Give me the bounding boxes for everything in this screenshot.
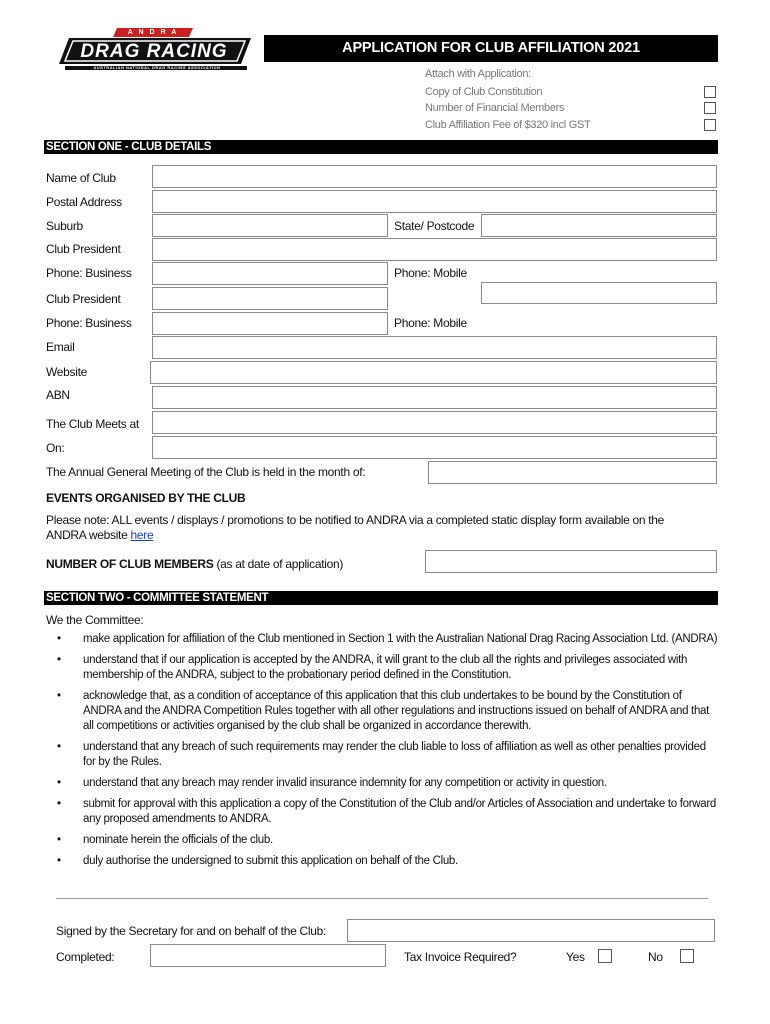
list-item-text: acknowledge that, as a condition of acceptance of this application that this club undertakes to be bound by the Constitution of ANDRA and the ANDRA Competition Rules together with all other regulations and instructions issued on behalf of ANDRA and that all competitions or activities organised by the club shall be organized in accordance therewith. — [83, 690, 710, 732]
bullet-icon: • — [57, 690, 61, 702]
agm-month-field[interactable] — [428, 461, 717, 484]
club-president-1-label: Club President — [46, 242, 121, 256]
phone-business-2-field[interactable] — [152, 312, 388, 335]
list-item — [55, 833, 720, 848]
logo-small-text: A N D R A — [127, 29, 179, 36]
list-item-text: duly authorise the undersigned to submit this application on behalf of the Club. — [83, 855, 458, 867]
list-item-text: understand that any breach may render invalid insurance indemnity for any competition or activity in question. — [83, 777, 607, 789]
logo-tagline: AUSTRALIAN NATIONAL DRAG RACING ASSOCIATION — [93, 65, 221, 70]
postal-address-label: Postal Address — [46, 195, 122, 209]
meets-at-field[interactable] — [152, 411, 717, 434]
members-label-bold: NUMBER OF CLUB MEMBERS — [46, 557, 214, 571]
abn-label: ABN — [46, 388, 70, 402]
attach-heading: Attach with Application: — [425, 68, 531, 80]
phone-business-1-label: Phone: Business — [46, 266, 132, 280]
members-count-field[interactable] — [425, 550, 717, 573]
list-item — [55, 776, 720, 791]
list-item-text: understand that if our application is accepted by the ANDRA, it will grant to the club all the rights and privileges associated with membership of the ANDRA, subject to the probationary period defined in the Constitution. — [83, 654, 688, 681]
section-one-title: SECTION ONE - CLUB DETAILS — [44, 140, 718, 154]
website-label: Website — [46, 365, 88, 379]
events-note-text: Please note: ALL events / displays / promotions to be notified to ANDRA via a completed static display form available on the ANDRA website — [46, 513, 665, 542]
bullet-icon: • — [57, 855, 61, 867]
state-postcode-field[interactable] — [481, 214, 717, 237]
bullet-icon: • — [57, 741, 61, 753]
bullet-icon: • — [57, 654, 61, 666]
phone-business-1-field[interactable] — [152, 262, 388, 285]
club-president-1-field[interactable] — [152, 238, 717, 261]
website-field[interactable] — [150, 361, 717, 384]
bullet-icon: • — [57, 798, 61, 810]
completed-label: Completed: — [56, 950, 115, 964]
name-of-club-label: Name of Club — [46, 171, 116, 185]
list-item — [55, 854, 720, 869]
meets-at-label: The Club Meets at — [46, 417, 139, 431]
attach-fee-checkbox[interactable] — [704, 119, 716, 131]
completed-field[interactable] — [150, 944, 386, 967]
email-field[interactable] — [152, 336, 717, 359]
members-label — [46, 557, 343, 571]
attach-item-fee: Club Affiliation Fee of $320 incl GST — [425, 119, 591, 131]
events-here-link[interactable]: here — [130, 528, 154, 542]
section-two-title: SECTION TWO - COMMITTEE STATEMENT — [44, 591, 718, 605]
list-item — [55, 740, 720, 770]
phone-mobile-1-label: Phone: Mobile — [394, 266, 467, 280]
abn-field[interactable] — [152, 386, 717, 409]
attach-item-constitution: Copy of Club Constitution — [425, 86, 543, 98]
form-title: APPLICATION FOR CLUB AFFILIATION 2021 — [264, 35, 718, 62]
bullet-icon: • — [57, 834, 61, 846]
list-item-text: understand that any breach of such requirements may render the club liable to loss of affiliation as well as other penalties provided for by the Rules. — [83, 741, 706, 768]
signed-by-field[interactable] — [347, 919, 715, 942]
postal-address-field[interactable] — [152, 190, 717, 213]
andra-logo — [55, 26, 255, 72]
email-label: Email — [46, 340, 75, 354]
club-president-2-field[interactable] — [152, 287, 388, 310]
list-item-text: make application for affiliation of the Club mentioned in Section 1 with the Australian National Drag Racing Association Ltd. (ANDRA) — [83, 633, 718, 645]
suburb-field[interactable] — [152, 214, 388, 237]
list-item — [55, 632, 720, 647]
phone-business-2-label: Phone: Business — [46, 316, 132, 330]
club-president-2-label: Club President — [46, 292, 121, 306]
state-postcode-label: State/ Postcode — [394, 219, 475, 233]
committee-statement-list — [55, 632, 720, 875]
events-heading: EVENTS ORGANISED BY THE CLUB — [46, 491, 246, 505]
signed-by-label: Signed by the Secretary for and on behalf of the Club: — [56, 924, 326, 938]
on-label: On: — [46, 441, 65, 455]
suburb-label: Suburb — [46, 219, 83, 233]
list-item — [55, 797, 720, 827]
attach-item-members: Number of Financial Members — [425, 102, 565, 114]
logo-main-text: DRAG RACING — [80, 41, 228, 62]
committee-intro: We the Committee: — [46, 613, 144, 627]
list-item-text: nominate herein the officials of the club. — [83, 834, 273, 846]
list-item — [55, 689, 720, 734]
tax-no-label: No — [648, 950, 663, 964]
list-item — [55, 653, 720, 683]
members-label-note: (as at date of application) — [213, 557, 344, 571]
bullet-icon: • — [57, 777, 61, 789]
tax-invoice-label: Tax Invoice Required? — [404, 950, 517, 964]
events-note — [46, 513, 706, 543]
phone-mobile-1-field[interactable] — [481, 282, 717, 304]
divider — [56, 898, 708, 899]
attach-constitution-checkbox[interactable] — [704, 86, 716, 98]
on-field[interactable] — [152, 436, 717, 459]
name-of-club-field[interactable] — [152, 165, 717, 188]
tax-no-checkbox[interactable] — [680, 949, 694, 963]
bullet-icon: • — [57, 633, 61, 645]
agm-label: The Annual General Meeting of the Club is held in the month of: — [46, 465, 366, 479]
attach-members-checkbox[interactable] — [704, 102, 716, 114]
phone-mobile-2-label: Phone: Mobile — [394, 316, 467, 330]
tax-yes-label: Yes — [566, 950, 585, 964]
list-item-text: submit for approval with this application a copy of the Constitution of the Club and/or Articles of Association and undertake to forward any proposed amendments to ANDRA. — [83, 798, 716, 825]
tax-yes-checkbox[interactable] — [598, 949, 612, 963]
